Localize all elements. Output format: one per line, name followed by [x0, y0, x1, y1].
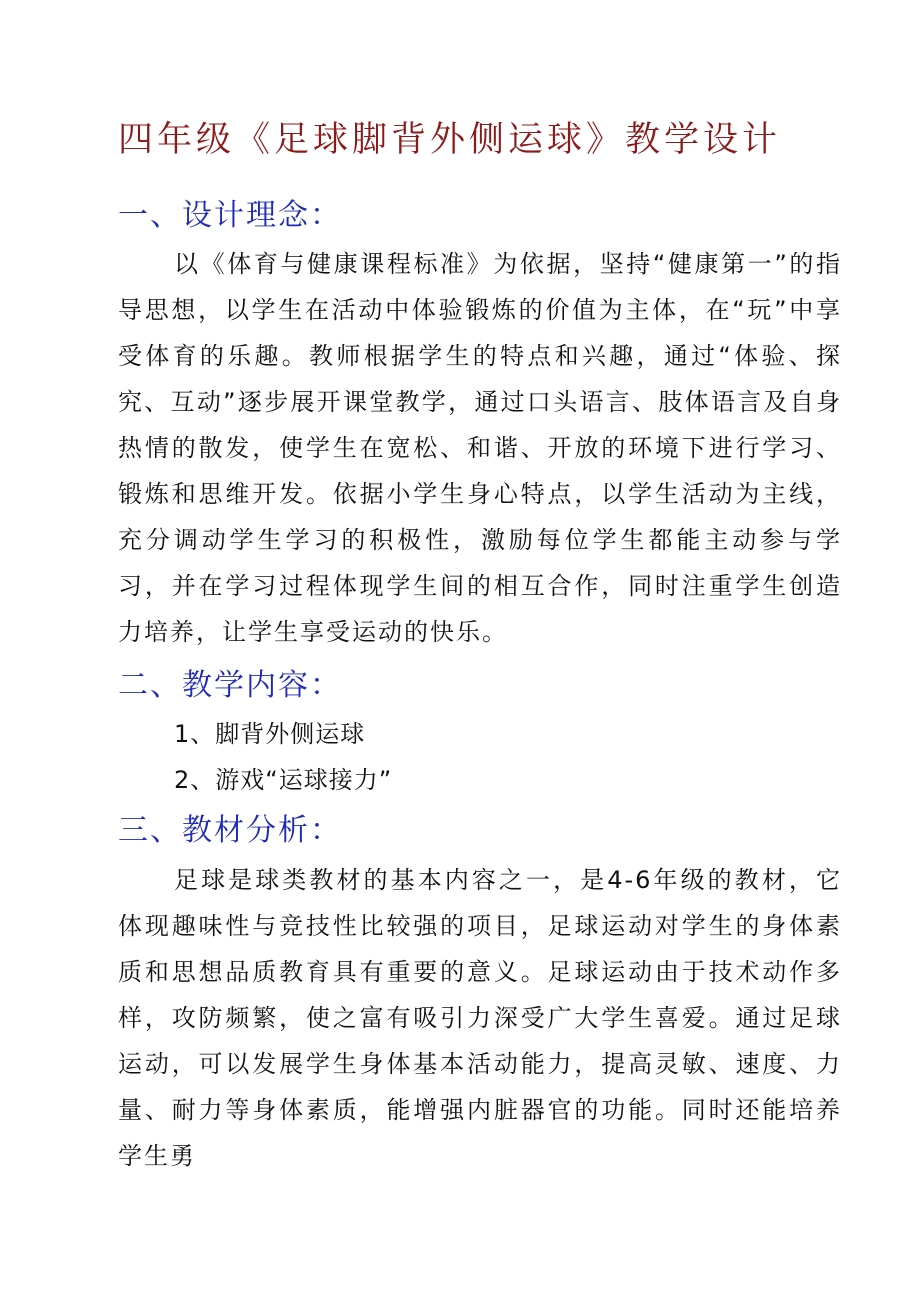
document-title: 四年级《足球脚背外侧运球》教学设计	[118, 120, 782, 160]
section-heading-design-concept: 一、设计理念：	[118, 198, 342, 233]
section-paragraph-material-analysis: 足球是球类教材的基本内容之一，是4-6年级的教材，它体现趣味性与竞技性比较强的项目，足球运动对学生的身体素质和思想品质教育具有重要的意义。足球运动由于技术动作多样，攻防频繁，使之富有吸引力深受广大学生喜爱。通过足球运动，可以发展学生身体基本活动能力，提高灵敏、速度、力量、耐力等身体素质，能增强内脏器官的功能。同时还能培养学生勇	[118, 866, 842, 1170]
list-item: 1、脚背外侧运球	[174, 720, 366, 748]
section-heading-teaching-content: 二、教学内容：	[118, 668, 342, 703]
section-heading-material-analysis: 三、教材分析：	[118, 813, 342, 848]
section-paragraph-design-concept: 以《体育与健康课程标准》为依据，坚持“健康第一”的指导思想，以学生在活动中体验锻炼的价值为主体，在“玩”中享受体育的乐趣。教师根据学生的特点和兴趣，通过“体验、探究、互动”逐步展开课堂教学，通过口头语言、肢体语言及自身热情的散发，使学生在宽松、和谐、开放的环境下进行学习、锻炼和思维开发。依据小学生身心特点，以学生活动为主线，充分调动学生学习的积极性，激励每位学生都能主动参与学习，并在学习过程体现学生间的相互合作，同时注重学生创造力培养，让学生享受运动的快乐。	[118, 250, 842, 646]
list-item: 2、游戏“运球接力”	[174, 766, 393, 794]
